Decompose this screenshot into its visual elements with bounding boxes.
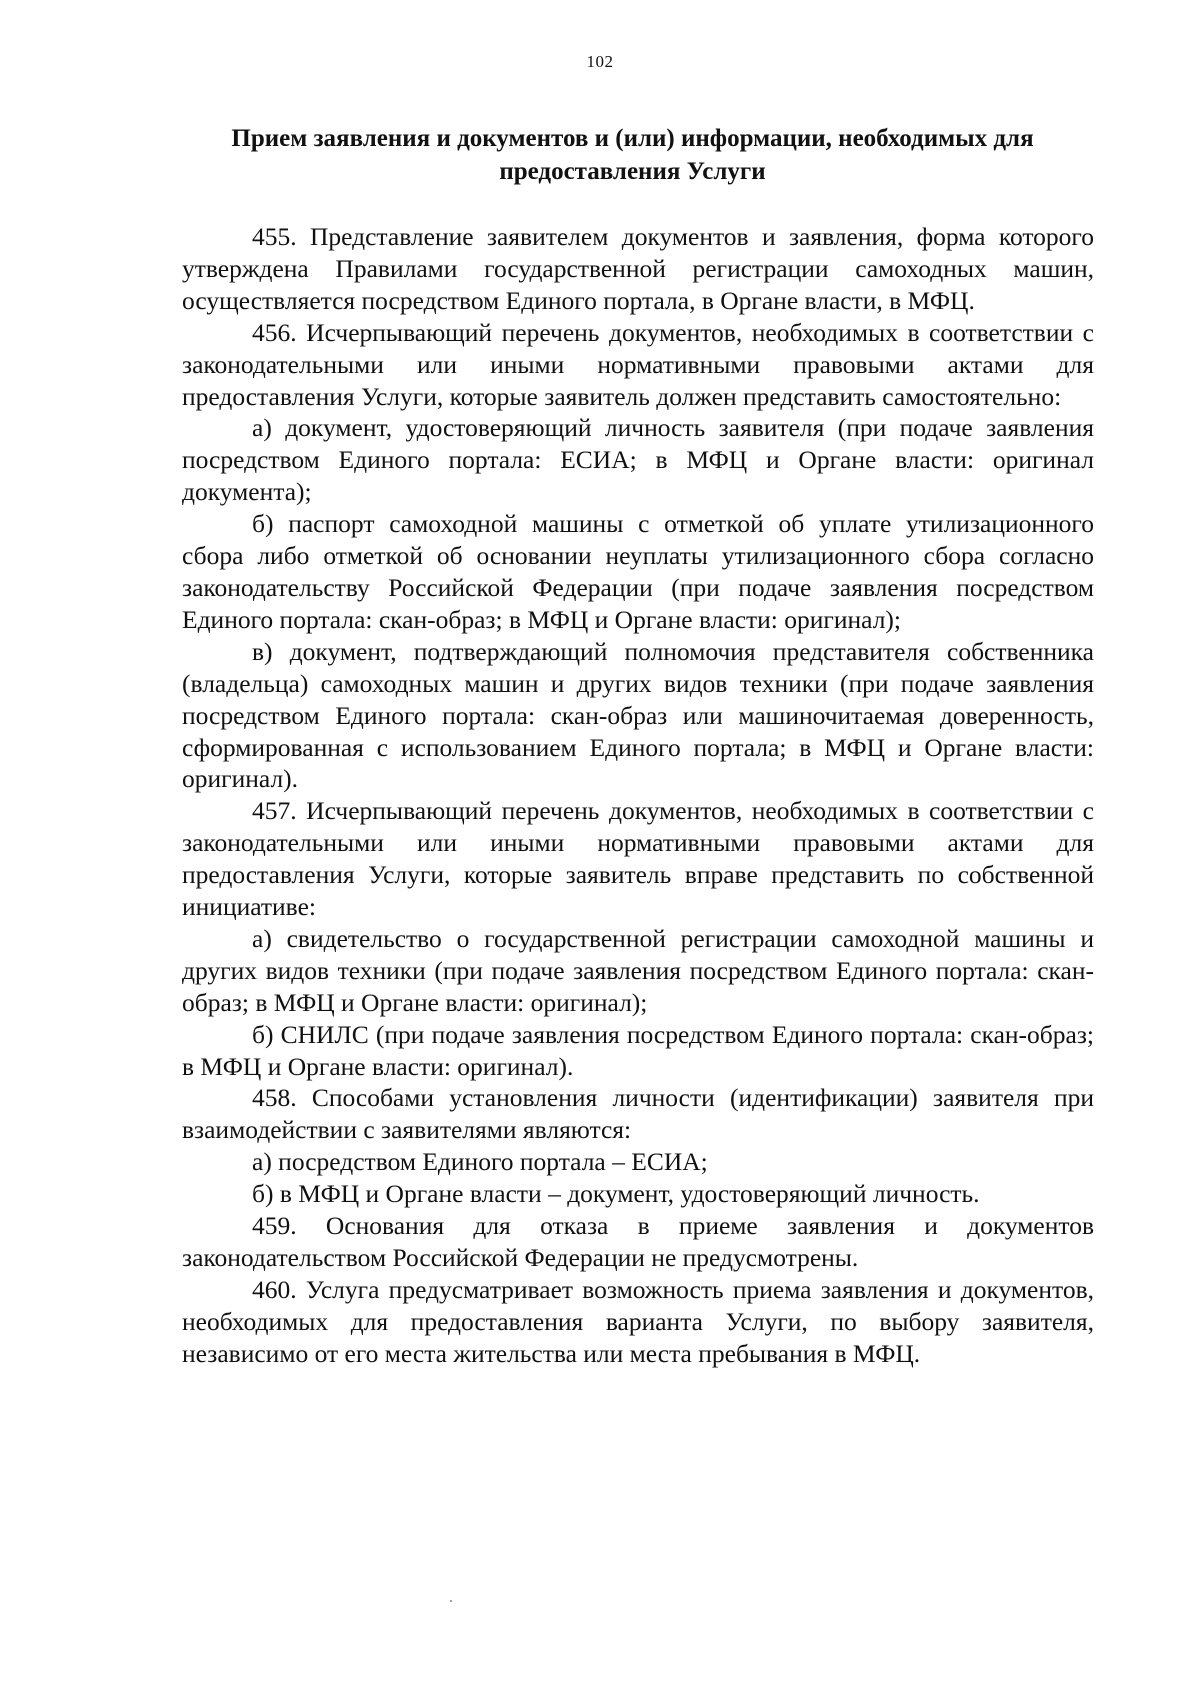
section-heading: Прием заявления и документов и (или) информации, необходимых для предоставления Услуги bbox=[231, 125, 1034, 185]
paragraph-455: 455. Представление заявителем документов и заявления, форма которого утверждена Правилами государственной регистрации самоходных машин, осуществляется посредством Единого портала, в Органе власти, в МФЦ. bbox=[182, 222, 1094, 315]
paragraph-457-item-b: б) СНИЛС (при подаче заявления посредством Единого портала: скан-образ; в МФЦ и Органе власти: оригинал). bbox=[182, 1019, 1094, 1081]
paragraph-456-item-a: а) документ, удостоверяющий личность заявителя (при подаче заявления посредством Единого портала: ЕСИА; в МФЦ и Органе власти: оригинал документа); bbox=[182, 413, 1094, 507]
paragraph-457: 457. Исчерпывающий перечень документов, необходимых в соответствии с законодательными или иными нормативными правовыми актами для предоставления Услуги, которые заявитель вправе представить по собственной инициативе: bbox=[182, 796, 1094, 922]
paragraph-456-item-b: б) паспорт самоходной машины с отметкой об уплате утилизационного сбора либо отметкой об основании неуплаты утилизационного сбора согласно законодательству Российской Федерации (при подаче заявления посредством Единого портала: скан-образ; в МФЦ и Органе власти: оригинал); bbox=[182, 509, 1094, 634]
scan-speck bbox=[450, 1600, 452, 1602]
paragraph-456-item-v: в) документ, подтверждающий полномочия представителя собственника (владельца) самоходных машин и других видов техники (при подаче заявления посредством Единого портала: скан-образ или машиночитаемая доверенность, сформированная с использованием Единого портала; в МФЦ и Органе власти: оригинал). bbox=[182, 636, 1094, 794]
paragraph-458: 458. Способами установления личности (идентификации) заявителя при взаимодействии с заявителями являются: bbox=[182, 1083, 1094, 1145]
paragraph-458-item-a: а) посредством Единого портала – ЕСИА; bbox=[252, 1147, 708, 1177]
paragraph-456: 456. Исчерпывающий перечень документов, необходимых в соответствии с законодательными или иными нормативными правовыми актами для предоставления Услуги, которые заявитель должен представить самостоятельно: bbox=[182, 317, 1094, 411]
paragraph-457-item-a: а) свидетельство о государственной регистрации самоходной машины и других видов техники (при подаче заявления посредством Единого портала: скан-образ; в МФЦ и Органе власти: оригинал); bbox=[182, 923, 1094, 1017]
paragraph-460: 460. Услуга предусматривает возможность приема заявления и документов, необходимых для предоставления варианта Услуги, по выбору заявителя, независимо от его места жительства или места пребывания в МФЦ. bbox=[182, 1274, 1094, 1368]
paragraph-458-item-b: б) в МФЦ и Органе власти – документ, удостоверяющий личность. bbox=[252, 1179, 980, 1209]
document-body bbox=[182, 221, 1094, 1370]
page-number: 102 bbox=[586, 52, 614, 71]
paragraph-459: 459. Основания для отказа в приеме заявления и документов законодательством Российской Федерации не предусмотрены. bbox=[182, 1211, 1094, 1272]
